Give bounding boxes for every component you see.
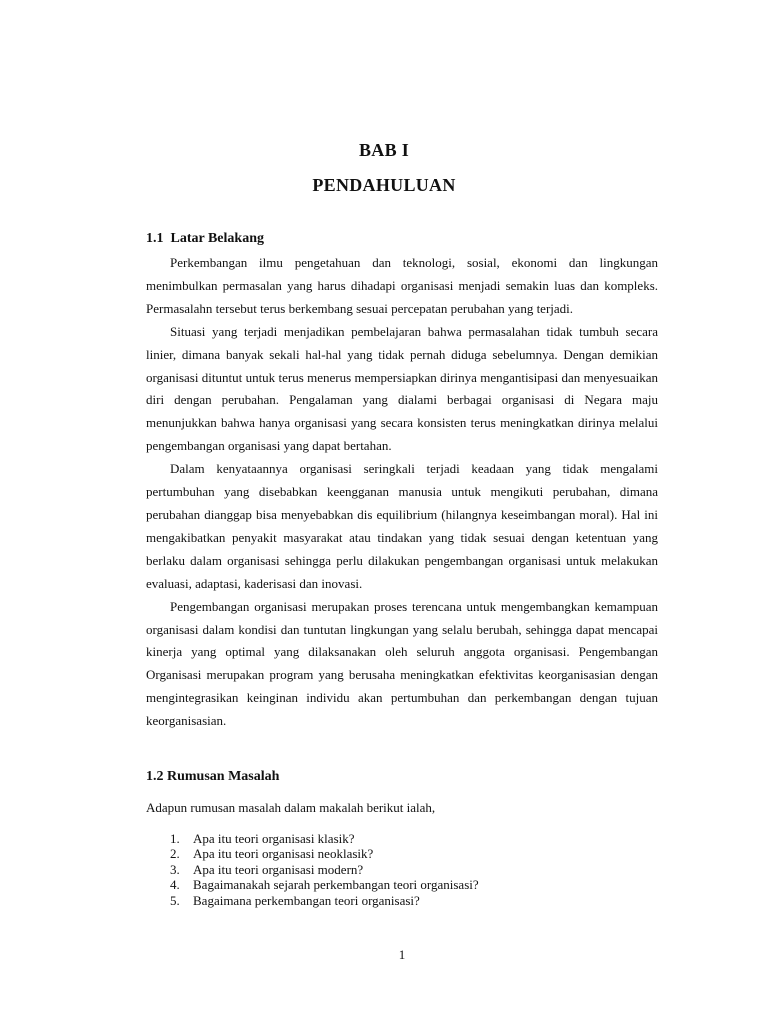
- list-item: [146, 893, 479, 908]
- list-number: 1.: [170, 831, 180, 846]
- paragraph: Dalam kenyataannya organisasi seringkali terjadi keadaan yang tidak mengalami pertumbuhan yang disebabkan keengganan manusia untuk mengikuti perubahan, dimana perubahan dianggap bisa menyebabkan dis equilibrium (hilangnya keseimbangan moral). Hal ini mengakibatkan penyakit masyarakat atau tindakan yang tidak sesuai dengan ketentuan yang berlaku dalam organisasi sehingga perlu dilakukan pengembangan organisasi untuk melakukan evaluasi, adaptasi, kaderisasi dan inovasi.: [146, 461, 658, 591]
- list-item: [146, 877, 479, 892]
- paragraph: Pengembangan organisasi merupakan proses terencana untuk mengembangkan kemampuan organisasi dalam kondisi dan tuntutan lingkungan yang selalu berubah, sehingga dapat mencapai kinerja yang optimal yang dilaksanakan oleh seluruh anggota organisasi. Pengembangan Organisasi merupakan program yang berusaha meningkatkan efektivitas keorganisasian dengan mengintegrasikan keinginan individu akan pertumbuhan dan perkembangan dengan tujuan keorganisasian.: [146, 598, 658, 729]
- list-number: 4.: [170, 877, 180, 893]
- list-text: Apa itu teori organisasi neoklasik?: [193, 846, 374, 862]
- paragraph: Situasi yang terjadi menjadikan pembelajaran bahwa permasalahan tidak tumbuh secara linier, dimana banyak sekali hal-hal yang tidak pernah diduga sebelumnya. Dengan demikian organisasi dituntut untuk terus menerus mempersiapkan dirinya mengantisipasi dan menyesuaikan diri dengan perubahan. Pengalaman yang dialami berbagai organisasi di Negara maju menunjukkan bahwa hanya organisasi yang secara konsisten terus meningkatkan dirinya melalui pengembangan organisasi yang dapat bertahan.: [146, 323, 658, 454]
- list-number: 5.: [170, 892, 180, 908]
- section-body-latar-belakang: [146, 252, 658, 733]
- list-text: Apa itu teori organisasi klasik?: [193, 831, 355, 846]
- page-number: 1: [398, 947, 406, 962]
- section-heading-rumusan-masalah: 1.2 Rumusan Masalah: [146, 769, 280, 784]
- list-text: Bagaimana perkembangan teori organisasi?: [193, 892, 420, 908]
- chapter-number: BAB I: [358, 140, 409, 160]
- list-text: Bagaimanakah sejarah perkembangan teori organisasi?: [193, 877, 479, 893]
- paragraph: Perkembangan ilmu pengetahuan dan teknologi, sosial, ekonomi dan lingkungan menimbulkan permasalan yang harus dihadapi organisasi menjadi semakin luas dan kompleks. Permasalahn tersebut terus berkembang sesuai percepatan perubahan yang terjadi.: [146, 255, 658, 316]
- list-item: [146, 846, 479, 861]
- list-item: [146, 831, 479, 846]
- list-number: 2.: [170, 846, 180, 862]
- list-item: [146, 862, 479, 877]
- chapter-title: PENDAHULUAN: [312, 175, 456, 195]
- section-heading-latar-belakang: 1.1 Latar Belakang: [146, 231, 264, 246]
- rumusan-intro: Adapun rumusan masalah dalam makalah berikut ialah,: [146, 800, 436, 815]
- list-text: Apa itu teori organisasi modern?: [193, 861, 364, 877]
- list-number: 3.: [170, 861, 180, 877]
- question-list: [146, 831, 479, 908]
